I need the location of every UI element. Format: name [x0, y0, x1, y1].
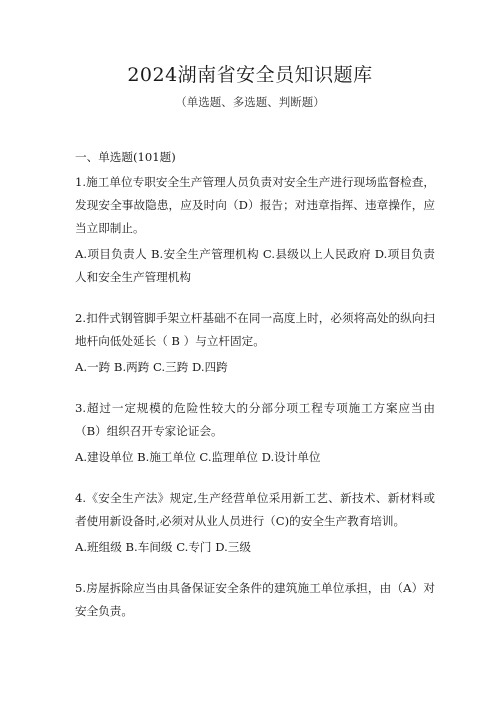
- question-text: 2.扣件式钢管脚手架立杆基础不在同一高度上时，必须将高处的纵向扫地杆向低处延长（ B ）与立杆固定。: [75, 311, 435, 348]
- question-item: [75, 577, 435, 623]
- document-subtitle: （单选题、多选题、判断题）: [175, 95, 325, 109]
- question-text: 5.房屋拆除应当由具备保证安全条件的建筑施工单位承担，由（A）对安全负责。: [75, 581, 435, 618]
- question-item: [75, 307, 435, 379]
- question-item: [75, 487, 435, 559]
- question-text: 3.超过一定规模的危险性较大的分部分项工程专项施工方案应当由（B）组织召开专家论证会。: [75, 401, 435, 438]
- question-text: 1.施工单位专职安全生产管理人员负责对安全生产进行现场监督检查，发现安全事故隐患，应及时向（D）报告；对违章指挥、违章操作，应当立即制止。: [75, 175, 435, 235]
- section-heading: 一、单选题(101题): [75, 150, 176, 164]
- question-text: 4.《安全生产法》规定,生产经营单位采用新工艺、新技术、新材料或者使用新设备时,必须对从业人员进行（C)的安全生产教育培训。: [75, 491, 435, 528]
- question-item: [75, 397, 435, 469]
- question-options: A.班组级 B.车间级 C.专门 D.三级: [75, 540, 251, 554]
- document-title: 2024湖南省安全员知识题库: [127, 64, 373, 86]
- question-item: [75, 171, 435, 289]
- document-content: [75, 146, 435, 623]
- question-options: A.一跨 B.两跨 C.三跨 D.四跨: [75, 360, 228, 374]
- question-options: A.建设单位 B.施工单位 C.监理单位 D.设计单位: [75, 450, 321, 464]
- question-options: A.项目负责人 B.安全生产管理机构 C.县级以上人民政府 D.项目负责人和安全生产管理机构: [75, 247, 435, 284]
